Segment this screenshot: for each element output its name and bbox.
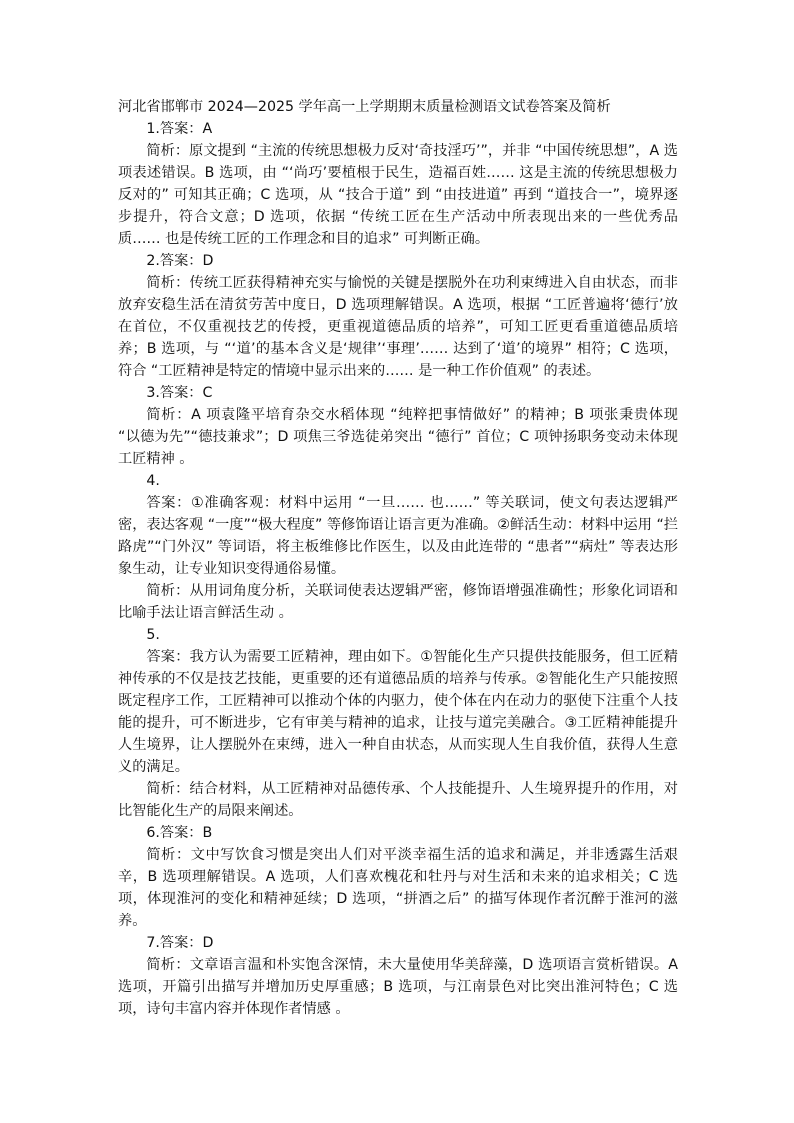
question-number-q4: 4. xyxy=(146,473,160,489)
document-title: 河北省邯郸市 2024—2025 学年高一上学期期末质量检测语文试卷答案及简析 xyxy=(118,99,611,115)
answer-line-q3: 3.答案：C xyxy=(146,385,213,401)
answer-paragraph-q4: 答案：①准确客观：材料中运用 “一旦…… 也……” 等关联词，使文句表达逻辑严密，表达客观 “一度”“极大程度” 等修饰语让语言更为准确。②鲜活生动：材料中运用 “拦路虎”“门外汉” 等词语，将主板维修比作医生，以及由此连带的 “患者”“病灶” 等表达形象生动，让专业知识变得通俗易懂。 xyxy=(118,495,678,577)
answer-document xyxy=(118,96,678,1020)
analysis-paragraph-q6: 简析：文中写饮食习惯是突出人们对平淡幸福生活的追求和满足，并非透露生活艰辛，B 选项理解错误。A 选项，人们喜欢槐花和牡丹与对生活和未来的追求相关；C 选项，体现淮河的变化和精神延续；D 选项，“拼酒之后” 的描写体现作者沉醉于淮河的滋养。 xyxy=(118,847,678,929)
analysis-paragraph-q1: 简析：原文提到 “主流的传统思想极力反对‘奇技淫巧’”，并非 “中国传统思想”，A 选项表述错误。B 选项，由 “‘尚巧’要植根于民生，造福百姓…… 这是主流的传统思想极力反对的” 可知其正确；C 选项，从 “技合于道” 到 “由技进道” 再到 “道技合一”，境界逐步提升，符合文意；D 选项，依据 “传统工匠在生产活动中所表现出来的一些优秀品质…… 也是传统工匠的工作理念和目的追求” 可判断正确。 xyxy=(118,143,678,247)
answer-line-q2: 2.答案：D xyxy=(146,253,214,269)
answer-line-q6: 6.答案：B xyxy=(146,825,213,841)
answer-line-q7: 7.答案：D xyxy=(146,935,214,951)
answer-paragraph-q5: 答案：我方认为需要工匠精神，理由如下。①智能化生产只提供技能服务，但工匠精神传承的不仅是技艺技能，更重要的还有道德品质的培养与传承。②智能化生产只能按照既定程序工作，工匠精神可以推动个体的内驱力，使个体在内在动力的驱使下注重个人技能的提升，可不断进步，它有审美与精神的追求，让技与道完美融合。③工匠精神能提升人生境界，让人摆脱外在束缚，进入一种自由状态，从而实现人生自我价值，获得人生意义的满足。 xyxy=(118,649,678,775)
analysis-paragraph-q3: 简析：A 项袁隆平培育杂交水稻体现 “纯粹把事情做好” 的精神；B 项张秉贵体现 “以德为先”“德技兼求”；D 项焦三爷选徒弟突出 “德行” 首位；C 项钟扬职务变动未体现工匠精神 。 xyxy=(118,407,678,467)
answer-line-q1: 1.答案：A xyxy=(146,121,213,137)
analysis-paragraph-q7: 简析：文章语言温和朴实饱含深情，未大量使用华美辞藻，D 选项语言赏析错误。A 选项，开篇引出描写并增加历史厚重感；B 选项，与江南景色对比突出淮河特色；C 选项，诗句丰富内容并体现作者情感 。 xyxy=(118,957,678,1017)
analysis-paragraph-q5: 简析：结合材料，从工匠精神对品德传承、个人技能提升、人生境界提升的作用，对比智能化生产的局限来阐述。 xyxy=(118,781,678,819)
question-number-q5: 5. xyxy=(146,627,160,643)
analysis-paragraph-q2: 简析：传统工匠获得精神充实与愉悦的关键是摆脱外在功利束缚进入自由状态，而非放弃安稳生活在清贫劳苦中度日，D 选项理解错误。A 选项，根据 “工匠普遍将‘德行’放在首位，不仅重视技艺的传授，更重视道德品质的培养”，可知工匠更看重道德品质培养；B 选项，与 “‘道’的基本含义是‘规律’‘事理’…… 达到了‘道’的境界” 相符；C 选项，符合 “工匠精神是特定的情境中显示出来的…… 是一种工作价值观” 的表述。 xyxy=(118,275,678,379)
analysis-paragraph-q4: 简析：从用词角度分析，关联词使表达逻辑严密，修饰语增强准确性；形象化词语和比喻手法让语言鲜活生动 。 xyxy=(118,583,678,621)
